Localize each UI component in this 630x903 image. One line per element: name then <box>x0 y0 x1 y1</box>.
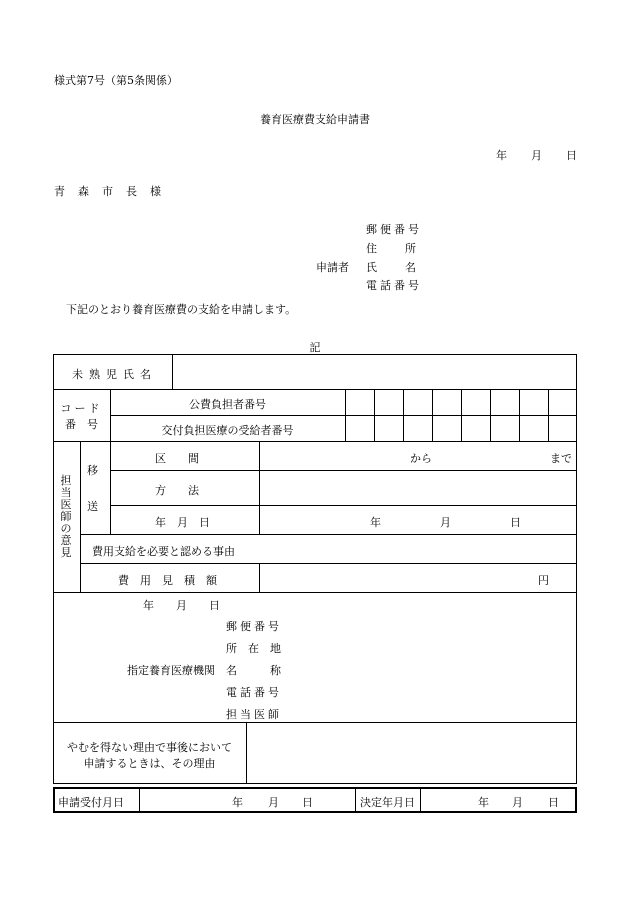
designated-institution-label: 指定養育医療機関 <box>127 664 215 677</box>
applicant-postal-label: 郵便番号 <box>366 223 422 236</box>
date-year: 年 <box>496 149 507 162</box>
infant-name-label: 未熟児氏名 <box>72 368 157 381</box>
decision-day: 日 <box>548 796 559 809</box>
transfer-month: 月 <box>440 516 451 529</box>
applicant-phone-label: 電話番号 <box>366 279 422 292</box>
method-label: 方 法 <box>155 484 199 497</box>
transfer-label-2: 送 <box>87 500 98 513</box>
receipt-row-border <box>53 787 577 813</box>
received-month: 月 <box>268 796 279 809</box>
applicant-name-label: 氏 名 <box>366 261 418 274</box>
transfer-date-label: 年 月 日 <box>155 516 210 529</box>
addressee: 青 森 市 長 様 <box>54 185 162 198</box>
institution-location-label: 所 在 地 <box>226 642 281 655</box>
document-title: 養育医療費支給申請書 <box>260 113 370 126</box>
recipient-number-label: 交付負担医療の受給者番号 <box>161 424 294 437</box>
from-label: から <box>410 452 432 465</box>
section-label: 区 間 <box>155 452 199 465</box>
institution-postal-label: 郵便番号 <box>226 620 282 633</box>
estimated-cost-label: 費 用 見 積 額 <box>118 574 217 587</box>
code-label-line1: コード <box>60 402 103 415</box>
unavoidable-reason-line2: 申請するときは、その理由 <box>83 757 216 770</box>
transfer-label-1: 移 <box>87 464 98 477</box>
decision-year: 年 <box>478 796 489 809</box>
applicant-address-label: 住 所 <box>366 242 418 255</box>
yen-label: 円 <box>538 574 549 587</box>
date-month: 月 <box>531 149 542 162</box>
decision-date-label: 決定年月日 <box>360 796 415 809</box>
institution-phone-label: 電話番号 <box>226 686 282 699</box>
transfer-year: 年 <box>370 516 381 529</box>
applicant-label: 申請者 <box>316 261 349 274</box>
institution-date: 年 月 日 <box>143 599 220 612</box>
transfer-day: 日 <box>510 516 521 529</box>
form-number: 様式第7号（第5条関係） <box>54 74 178 87</box>
public-payer-number-label: 公費負担者番号 <box>189 398 266 411</box>
code-label-line2: 番 号 <box>65 418 98 431</box>
institution-name-label: 名 称 <box>226 664 281 677</box>
decision-month: 月 <box>512 796 523 809</box>
doctor-opinion-label: 担当医師の意見 <box>60 474 72 559</box>
to-label: まで <box>550 452 572 465</box>
received-year: 年 <box>232 796 243 809</box>
table-border <box>53 354 577 784</box>
intro-text: 下記のとおり養育医療費の支給を申請します。 <box>66 303 297 316</box>
received-day: 日 <box>302 796 313 809</box>
unavoidable-reason-line1: やむを得ない理由で事後において <box>67 741 232 754</box>
reason-necessary-label: 費用支給を必要と認める事由 <box>92 545 235 558</box>
date-day: 日 <box>566 149 577 162</box>
institution-doctor-label: 担当医師 <box>226 708 282 721</box>
received-date-label: 申請受付月日 <box>58 796 124 809</box>
ki-heading: 記 <box>309 341 321 354</box>
